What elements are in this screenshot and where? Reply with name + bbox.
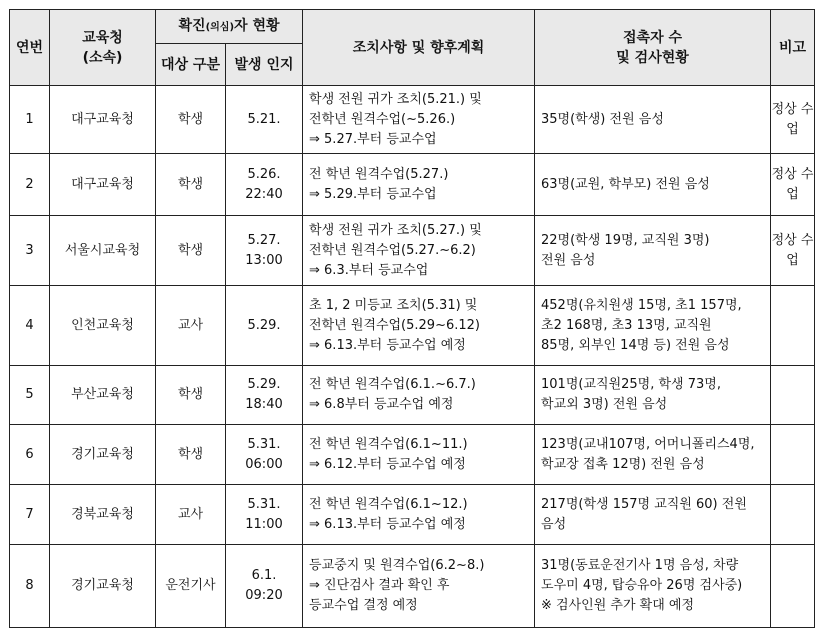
cell-line: ⇒ 6.8부터 등교수업 예정 [309, 397, 454, 412]
cell-contacts [535, 366, 771, 425]
table-row [10, 86, 815, 154]
cell-line: 전 학년 원격수업(6.1~11.) [309, 436, 468, 452]
cell-time: 18:40 [245, 397, 283, 412]
cell-line: 전학년 원격수업(5.27.~6.2) [309, 242, 476, 258]
status-table [9, 9, 815, 628]
cell-target: 교사 [156, 485, 226, 545]
cell-date: 5.31. [247, 436, 281, 452]
cell-date: 5.29. [247, 317, 281, 333]
cell-occurred [226, 545, 303, 628]
cell-office: 대구교육청 [50, 154, 156, 216]
cell-note: 정상 수업 [771, 154, 815, 216]
cell-line: 전원 음성 [541, 252, 596, 268]
table-row [10, 216, 815, 286]
cell-time: 06:00 [245, 456, 283, 472]
cell-line: 63명(교원, 학부모) 전원 음성 [541, 176, 710, 192]
cell-occurred [226, 366, 303, 425]
header-contacts: 접촉자 수 및 검사현황 [535, 10, 771, 86]
header-occurred: 발생 인지 [226, 44, 303, 86]
cell-occurred [226, 86, 303, 154]
cell-contacts [535, 154, 771, 216]
cell-line: 전학년 원격수업(5.29~6.12) [309, 317, 480, 333]
cell-target: 학생 [156, 86, 226, 154]
cell-line: 초 1, 2 미등교 조치(5.31) 및 [309, 297, 478, 313]
cell-note: 정상 수업 [771, 86, 815, 154]
cell-actions [303, 154, 535, 216]
cell-note [771, 366, 815, 425]
cell-occurred [226, 216, 303, 286]
cell-contacts [535, 216, 771, 286]
cell-line: 101명(교직원25명, 학생 73명, [541, 377, 721, 392]
cell-line: 음성 [541, 516, 567, 532]
cell-occurred [226, 154, 303, 216]
cell-line: ⇒ 6.3.부터 등교수업 [309, 262, 429, 278]
cell-office: 대구교육청 [50, 86, 156, 154]
cell-target: 학생 [156, 216, 226, 286]
cell-line: 31명(동료운전기사 1명 음성, 차량 [541, 558, 739, 573]
cell-note [771, 425, 815, 485]
cell-no: 4 [10, 286, 50, 366]
cell-contacts [535, 86, 771, 154]
cell-no: 6 [10, 425, 50, 485]
cell-contacts [535, 545, 771, 628]
cell-actions [303, 86, 535, 154]
cell-line: 452명(유치원생 15명, 초1 157명, [541, 297, 742, 313]
cell-line: 학교장 접촉 12명) 전원 음성 [541, 456, 705, 472]
cell-line: ⇒ 6.13.부터 등교수업 예정 [309, 337, 466, 353]
cell-office: 경기교육청 [50, 425, 156, 485]
cell-line: 217명(학생 157명 교직원 60) 전원 [541, 496, 747, 512]
cell-actions [303, 545, 535, 628]
cell-time: 11:00 [245, 516, 283, 532]
cell-target: 교사 [156, 286, 226, 366]
cell-office: 경북교육청 [50, 485, 156, 545]
cell-line: 등교수업 결정 예정 [309, 598, 418, 613]
cell-date: 6.1. [251, 568, 277, 583]
cell-line: ※ 검사인원 추가 확대 예정 [541, 598, 695, 613]
cell-office: 인천교육청 [50, 286, 156, 366]
cell-line: ⇒ 진단검사 결과 확인 후 [309, 578, 450, 593]
cell-line: 85명, 외부인 14명 등) 전원 음성 [541, 337, 730, 353]
cell-line: 전 학년 원격수업(6.1.~6.7.) [309, 377, 476, 392]
header-office: 교육청 (소속) [50, 10, 156, 86]
cell-actions [303, 286, 535, 366]
cell-line: 학생 전원 귀가 조치(5.27.) 및 [309, 222, 482, 238]
header-confirmed: 확진(의심)자 현황 [156, 10, 303, 44]
header-note: 비고 [771, 10, 815, 86]
table-row [10, 425, 815, 485]
cell-target: 학생 [156, 154, 226, 216]
cell-line: 학생 전원 귀가 조치(5.21.) 및 [309, 91, 482, 107]
cell-note [771, 286, 815, 366]
cell-line: 전학년 원격수업(~5.26.) [309, 111, 456, 127]
cell-line: ⇒ 5.29.부터 등교수업 [309, 186, 437, 202]
cell-line: 초2 168명, 초3 13명, 교직원 [541, 317, 712, 333]
cell-date: 5.27. [247, 232, 281, 248]
cell-date: 5.29. [247, 377, 281, 392]
cell-note [771, 545, 815, 628]
cell-time: 13:00 [245, 252, 283, 268]
cell-line: 35명(학생) 전원 음성 [541, 111, 664, 127]
cell-line: 등교중지 및 원격수업(6.2~8.) [309, 558, 485, 573]
cell-date: 5.31. [247, 496, 281, 512]
cell-occurred [226, 286, 303, 366]
cell-target: 학생 [156, 425, 226, 485]
cell-actions [303, 485, 535, 545]
cell-line: 전 학년 원격수업(5.27.) [309, 166, 449, 182]
cell-no: 8 [10, 545, 50, 628]
table-row [10, 286, 815, 366]
table-row [10, 154, 815, 216]
cell-contacts [535, 286, 771, 366]
cell-line: 학교외 3명) 전원 음성 [541, 397, 668, 412]
cell-contacts [535, 425, 771, 485]
table-row [10, 485, 815, 545]
cell-office: 부산교육청 [50, 366, 156, 425]
cell-line: 도우미 4명, 탑승유아 26명 검사중) [541, 578, 743, 593]
cell-no: 3 [10, 216, 50, 286]
header-target: 대상 구분 [156, 44, 226, 86]
cell-office: 경기교육청 [50, 545, 156, 628]
cell-note [771, 485, 815, 545]
cell-actions [303, 366, 535, 425]
cell-line: 22명(학생 19명, 교직원 3명) [541, 232, 710, 248]
cell-time: 09:20 [245, 588, 283, 603]
header-actions: 조치사항 및 향후계획 [303, 10, 535, 86]
cell-no: 7 [10, 485, 50, 545]
cell-time: 22:40 [245, 186, 283, 202]
cell-no: 2 [10, 154, 50, 216]
cell-no: 1 [10, 86, 50, 154]
cell-line: 123명(교내107명, 어머니폴리스4명, [541, 436, 755, 452]
table-row [10, 545, 815, 628]
cell-office: 서울시교육청 [50, 216, 156, 286]
cell-line: ⇒ 6.12.부터 등교수업 예정 [309, 456, 466, 472]
cell-line: 전 학년 원격수업(6.1~12.) [309, 496, 468, 512]
cell-actions [303, 216, 535, 286]
header-no: 연번 [10, 10, 50, 86]
cell-target: 학생 [156, 366, 226, 425]
cell-occurred [226, 485, 303, 545]
cell-line: ⇒ 5.27.부터 등교수업 [309, 131, 437, 147]
table-row [10, 366, 815, 425]
cell-contacts [535, 485, 771, 545]
cell-note: 정상 수업 [771, 216, 815, 286]
cell-actions [303, 425, 535, 485]
cell-occurred [226, 425, 303, 485]
cell-date: 5.26. [247, 166, 281, 182]
cell-date: 5.21. [247, 111, 281, 127]
cell-no: 5 [10, 366, 50, 425]
cell-target: 운전기사 [156, 545, 226, 628]
cell-line: ⇒ 6.13.부터 등교수업 예정 [309, 516, 466, 532]
